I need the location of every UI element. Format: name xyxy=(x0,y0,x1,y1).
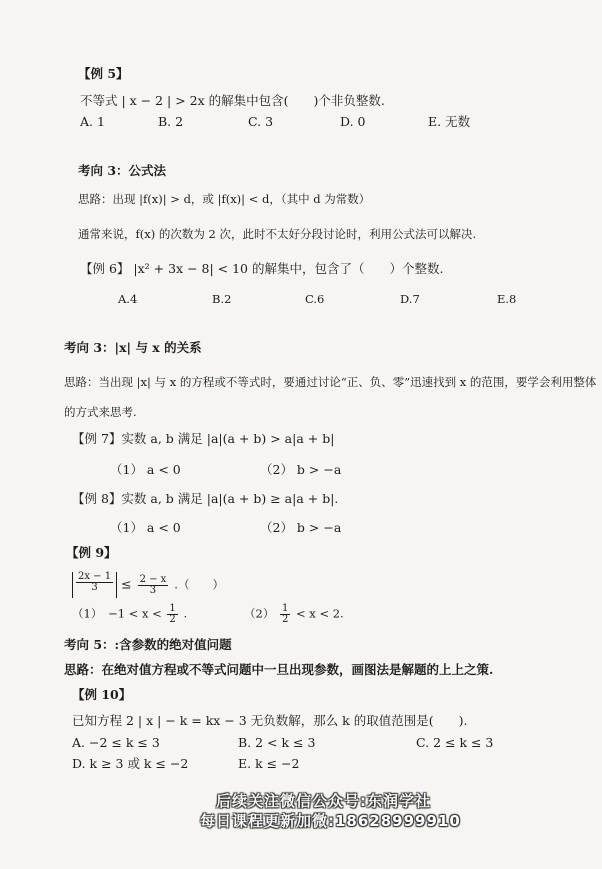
option-c: C. 2 ≤ k ≤ 3 xyxy=(416,735,494,750)
section-param-hint: 思路：在绝对值方程或不等式问题中一旦出现参数，画图法是解题的上上之策. xyxy=(64,662,494,677)
section-param-title: 考向 5：:含参数的绝对值问题 xyxy=(64,637,232,652)
example-8-stem: 【例 8】实数 a, b 满足 |a|(a + b) ≥ a|a + b|. xyxy=(72,491,339,506)
example-9-stem: $\frac{2x - 1}{3}$ ≤ $\frac{2 - x}{3}$ .（ ） xyxy=(72,572,224,598)
example-5-title: 【例 5】 xyxy=(78,66,129,81)
section-abs-hint-line2: 的方式来思考. xyxy=(64,405,137,419)
watermark-line-2: 每日课程更新加微:18628999910 xyxy=(200,812,461,830)
fraction: $\frac{2 - x}{3}$ xyxy=(139,573,167,596)
example-6-stem: 【例 6】 |x² + 3x − 8| < 10 的解集中，包含了（ ）个整数. xyxy=(80,261,444,276)
example-7-condition-1: （1） a < 0 xyxy=(110,462,181,477)
option-c: C. 3 xyxy=(248,114,274,129)
option-c: C.6 xyxy=(305,292,325,306)
example-10-title: 【例 10】 xyxy=(72,687,132,702)
option-e: E.8 xyxy=(497,292,517,306)
fraction: $\frac{2x - 1}{3}$ xyxy=(78,571,112,593)
watermark-line-1: 后续关注微信公众号:东润学社 xyxy=(216,792,431,810)
option-e: E. k ≤ −2 xyxy=(238,756,300,771)
option-a: A. −2 ≤ k ≤ 3 xyxy=(72,735,160,750)
example-5-stem: 不等式 | x − 2 | > 2x 的解集中包含( )个非负整数. xyxy=(80,93,385,108)
option-b: B. 2 < k ≤ 3 xyxy=(238,735,316,750)
section-formula-title: 考向 3：公式法 xyxy=(78,163,167,178)
section-abs-hint-line1: 思路：当出现 |x| 与 x 的方程或不等式时，要通过讨论“正、负、零”迅速找到 x 的范围，要学会利用整体 xyxy=(64,375,597,389)
section-formula-note: 通常来说，f(x) 的次数为 2 次，此时不太好分段讨论时，利用公式法可以解决. xyxy=(78,227,477,241)
fraction: $\frac{1}{2}$ xyxy=(169,603,176,625)
option-b: B.2 xyxy=(212,292,232,306)
section-formula-hint: 思路：出现 |f(x)| > d，或 |f(x)| < d，（其中 d 为常数） xyxy=(78,192,371,206)
example-7-stem: 【例 7】实数 a, b 满足 |a|(a + b) > a|a + b| xyxy=(72,431,335,446)
section-abs-title: 考向 3：|x| 与 x 的关系 xyxy=(64,340,202,355)
option-d: D.7 xyxy=(400,292,420,306)
example-8-condition-2: （2） b > −a xyxy=(260,520,342,535)
option-a: A.4 xyxy=(118,292,138,306)
example-10-stem: 已知方程 2 | x | − k = kx − 3 无负数解，那么 k 的取值范围是( ). xyxy=(72,713,468,728)
option-d: D. k ≥ 3 或 k ≤ −2 xyxy=(72,756,189,771)
example-9-condition-1: （1） −1 < x < $\frac{1}{2}$ . xyxy=(72,603,188,625)
absolute-value-bars xyxy=(72,572,117,598)
example-7-condition-2: （2） b > −a xyxy=(260,462,342,477)
example-8-condition-1: （1） a < 0 xyxy=(110,520,181,535)
option-b: B. 2 xyxy=(158,114,184,129)
example-9-condition-2: （2） $\frac{1}{2}$ < x < 2. xyxy=(244,603,344,625)
fraction: $\frac{1}{2}$ xyxy=(281,603,289,625)
option-a: A. 1 xyxy=(80,114,105,129)
example-9-title: 【例 9】 xyxy=(66,545,117,560)
option-d: D. 0 xyxy=(340,114,366,129)
option-e: E. 无数 xyxy=(428,114,471,129)
